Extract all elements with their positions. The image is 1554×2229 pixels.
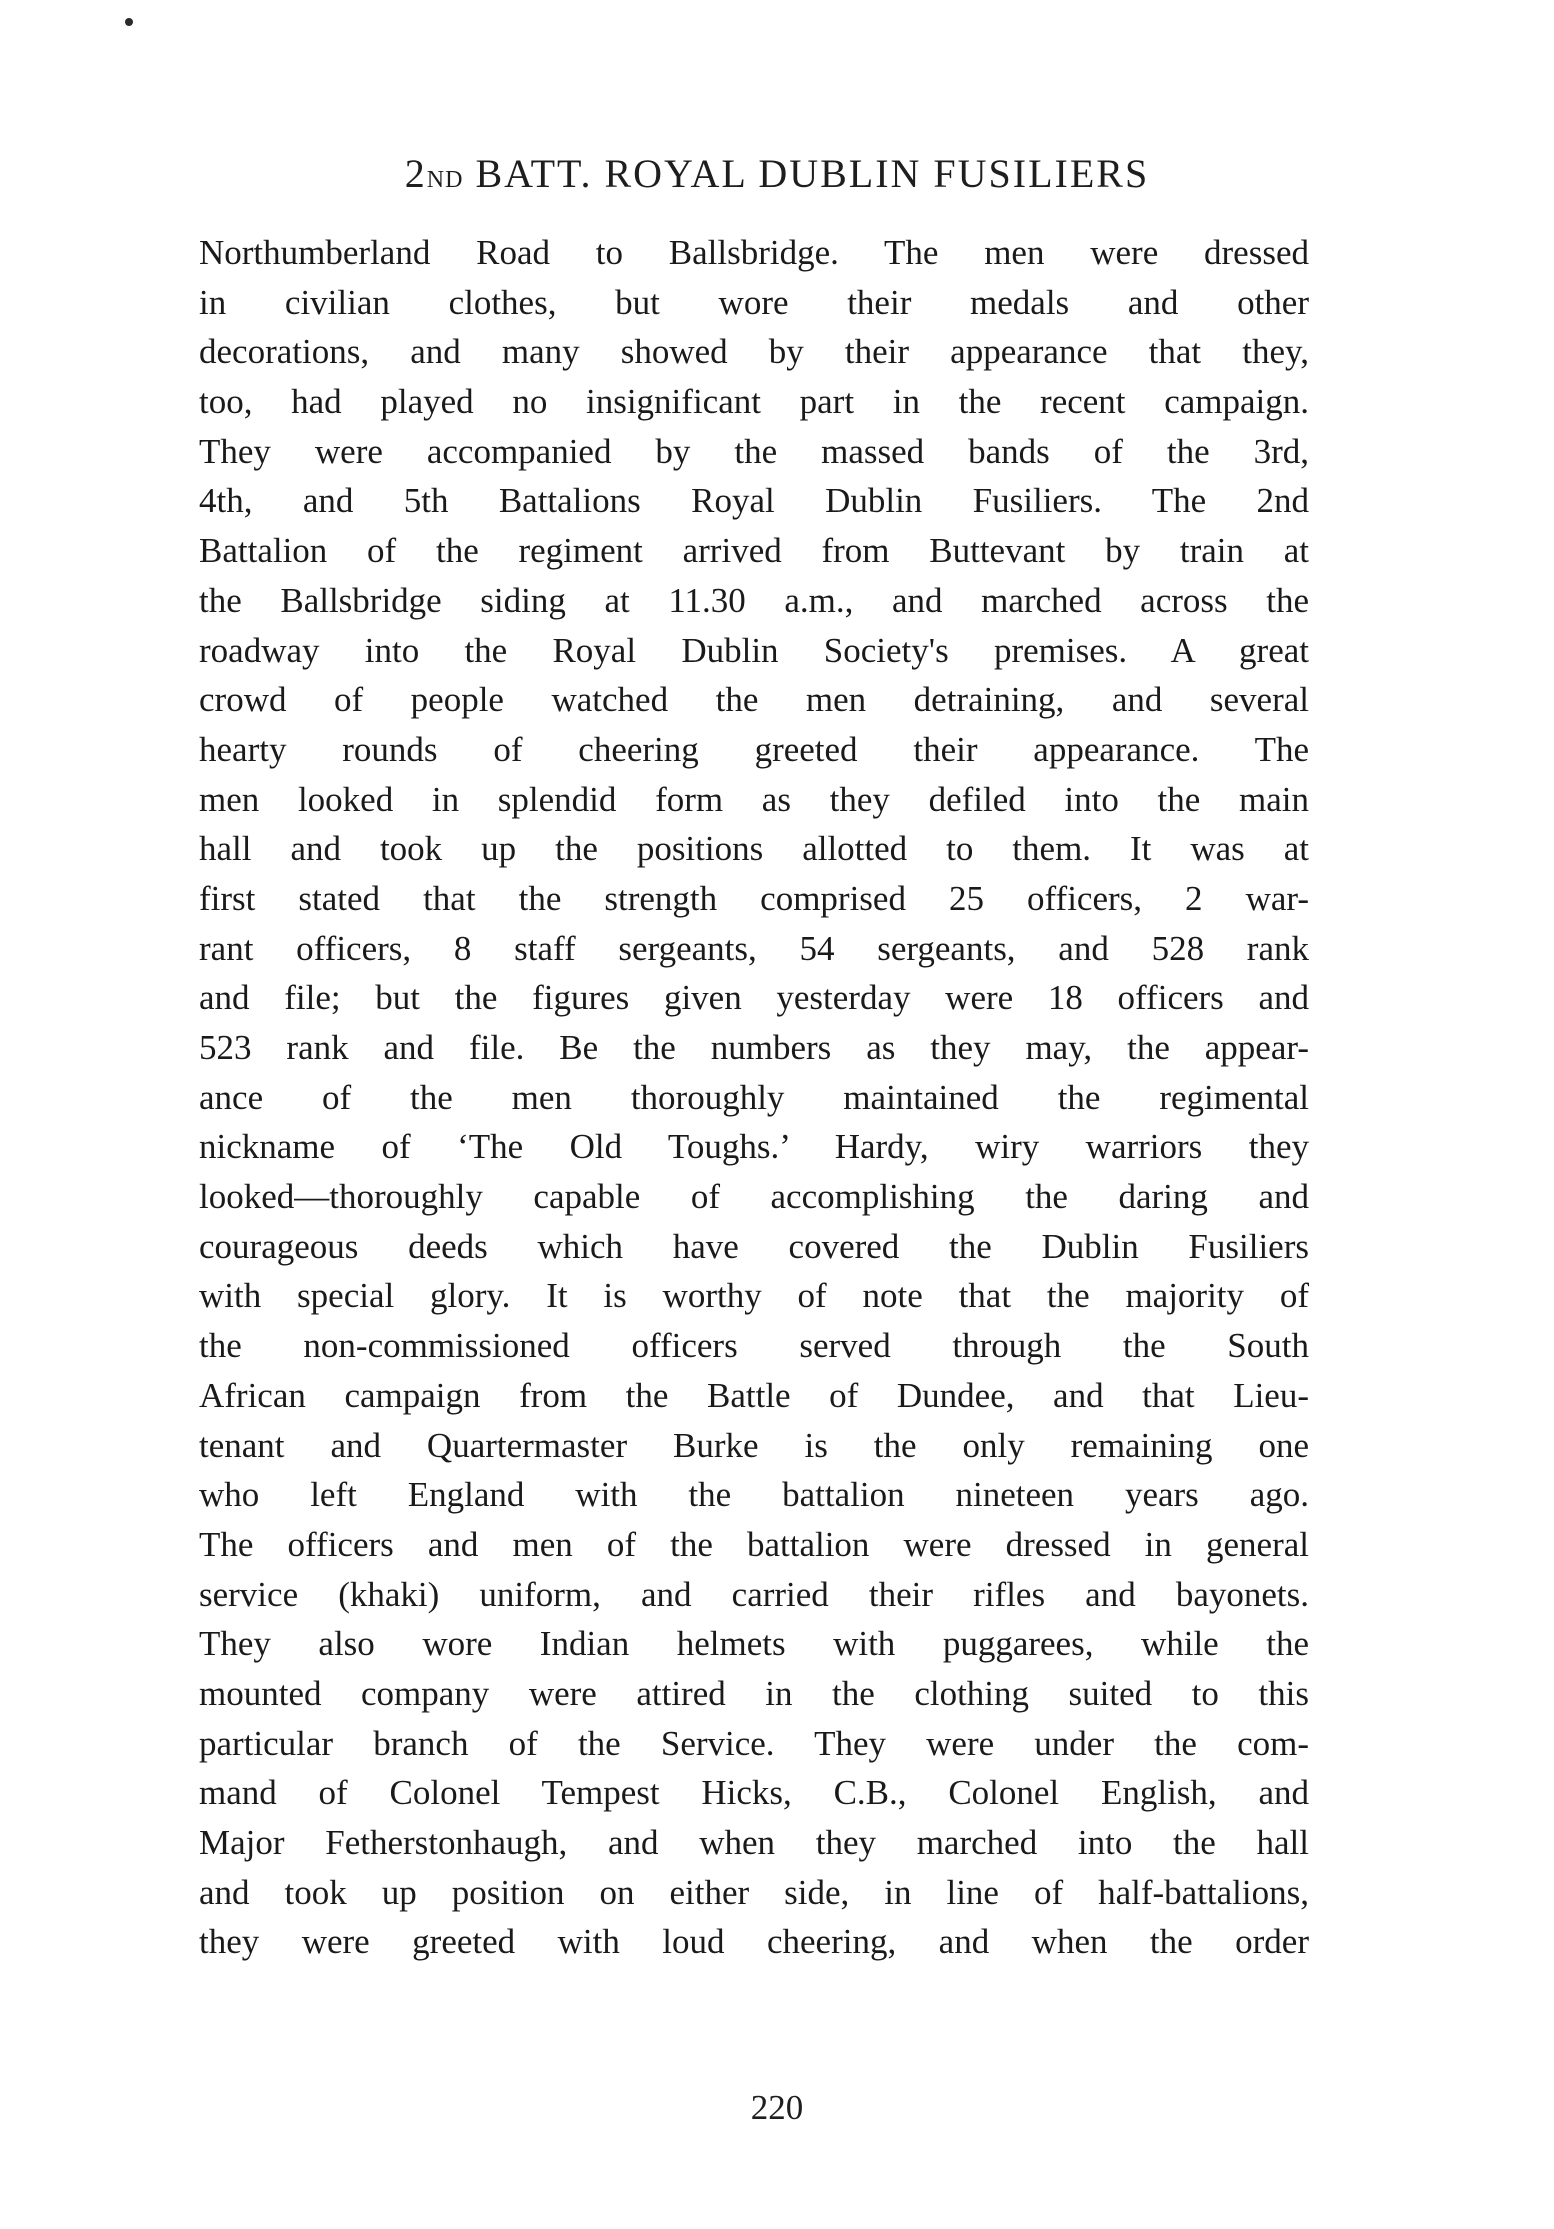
body-line: tenant and Quartermaster Burke is the only remaining one bbox=[199, 1425, 1309, 1465]
body-line: too, had played no insignificant part in the recent campaign. bbox=[199, 382, 1309, 422]
body-line: African campaign from the Battle of Dundee, and that Lieu- bbox=[199, 1375, 1309, 1415]
body-line: crowd of people watched the men detraining, and several bbox=[199, 680, 1309, 720]
body-line: particular branch of the Service. They were under the com- bbox=[199, 1723, 1309, 1763]
body-text bbox=[199, 228, 1309, 1967]
header-ordinal-number: 2 bbox=[404, 151, 427, 196]
body-line: 4th, and 5th Battalions Royal Dublin Fusiliers. The 2nd bbox=[199, 481, 1309, 521]
body-line: Battalion of the regiment arrived from Buttevant by train at bbox=[199, 531, 1309, 571]
body-line: roadway into the Royal Dublin Society's premises. A great bbox=[199, 630, 1309, 670]
body-line: mand of Colonel Tempest Hicks, C.B., Colonel English, and bbox=[199, 1773, 1309, 1813]
body-line: first stated that the strength comprised 25 officers, 2 war- bbox=[199, 878, 1309, 918]
body-line: They were accompanied by the massed bands of the 3rd, bbox=[199, 431, 1309, 471]
body-line: hall and took up the positions allotted to them. It was at bbox=[199, 829, 1309, 869]
header-title: BATT. ROYAL DUBLIN FUSILIERS bbox=[475, 151, 1150, 196]
body-line: in civilian clothes, but wore their medals and other bbox=[199, 282, 1309, 322]
page-number: 220 bbox=[750, 2088, 804, 2127]
body-line: courageous deeds which have covered the Dublin Fusiliers bbox=[199, 1226, 1309, 1266]
body-line: they were greeted with loud cheering, and when the order bbox=[199, 1922, 1309, 1962]
body-line: and file; but the figures given yesterday were 18 officers and bbox=[199, 978, 1309, 1018]
body-line: the non-commissioned officers served through the South bbox=[199, 1326, 1309, 1366]
body-line: 523 rank and file. Be the numbers as they may, the appear- bbox=[199, 1028, 1309, 1067]
body-line: nickname of ‘The Old Toughs.’ Hardy, wiry warriors they bbox=[199, 1127, 1309, 1167]
body-line: men looked in splendid form as they defiled into the main bbox=[199, 779, 1309, 819]
running-header bbox=[0, 150, 1554, 197]
body-line: Major Fetherstonhaugh, and when they marched into the hall bbox=[199, 1823, 1309, 1862]
body-line: service (khaki) uniform, and carried their rifles and bayonets. bbox=[199, 1574, 1309, 1614]
body-line: hearty rounds of cheering greeted their appearance. The bbox=[199, 729, 1309, 769]
body-line: the Ballsbridge siding at 11.30 a.m., and marched across the bbox=[199, 580, 1309, 620]
body-line: looked—thoroughly capable of accomplishing the daring and bbox=[199, 1177, 1309, 1217]
body-line: decorations, and many showed by their appearance that they, bbox=[199, 332, 1309, 372]
body-line: rant officers, 8 staff sergeants, 54 sergeants, and 528 rank bbox=[199, 928, 1309, 968]
body-line: They also wore Indian helmets with puggarees, while the bbox=[199, 1624, 1309, 1664]
body-line: The officers and men of the battalion were dressed in general bbox=[199, 1524, 1309, 1564]
body-line: mounted company were attired in the clothing suited to this bbox=[199, 1673, 1309, 1713]
body-line: with special glory. It is worthy of note that the majority of bbox=[199, 1276, 1309, 1316]
header-ordinal-suffix: ND bbox=[426, 167, 464, 193]
body-line: who left England with the battalion nineteen years ago. bbox=[199, 1475, 1309, 1515]
body-line: and took up position on either side, in line of half-battalions, bbox=[199, 1872, 1309, 1912]
body-line: ance of the men thoroughly maintained the regimental bbox=[199, 1077, 1309, 1117]
body-line: Northumberland Road to Ballsbridge. The men were dressed bbox=[199, 233, 1309, 272]
margin-dot-mark bbox=[125, 18, 133, 26]
